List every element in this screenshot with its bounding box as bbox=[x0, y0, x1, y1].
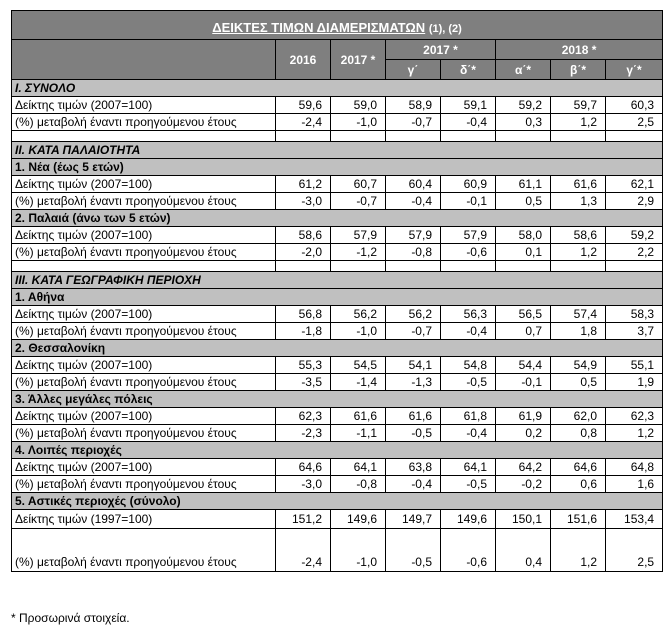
row-label: (%) μεταβολή έναντι προηγούμενου έτους bbox=[12, 374, 276, 391]
table-row bbox=[12, 459, 663, 476]
row-value: 60,3 bbox=[606, 97, 663, 114]
row-label: Δείκτης τιμών (2007=100) bbox=[12, 176, 276, 193]
row-value: 62,3 bbox=[606, 408, 663, 425]
row-value: 2,5 bbox=[606, 114, 663, 131]
section-spacer bbox=[12, 131, 663, 142]
row-value: 0,5 bbox=[551, 374, 606, 391]
table-row bbox=[12, 476, 663, 493]
section-header bbox=[12, 142, 663, 159]
row-value: 64,1 bbox=[441, 459, 496, 476]
row-value: 64,8 bbox=[606, 459, 663, 476]
row-value: -1,1 bbox=[331, 425, 386, 442]
row-value: -1,0 bbox=[331, 114, 386, 131]
header-quarter: δ΄* bbox=[441, 60, 496, 80]
row-value: 59,2 bbox=[496, 97, 551, 114]
subsection-header bbox=[12, 210, 663, 227]
row-value: -1,8 bbox=[276, 323, 331, 340]
header-quarter: α΄* bbox=[496, 60, 551, 80]
row-value: -3,0 bbox=[276, 476, 331, 493]
row-value: -0,7 bbox=[386, 323, 441, 340]
row-value: 149,6 bbox=[331, 510, 386, 529]
row-value: 61,2 bbox=[276, 176, 331, 193]
row-value: -0,5 bbox=[441, 476, 496, 493]
row-value: -1,2 bbox=[331, 244, 386, 261]
row-label: Δείκτης τιμών (2007=100) bbox=[12, 306, 276, 323]
row-value: -0,4 bbox=[386, 193, 441, 210]
row-value: -0,8 bbox=[331, 476, 386, 493]
section-title: ΙΙΙ. ΚΑΤΑ ΓΕΩΓΡΑΦΙΚΗ ΠΕΡΙΟΧΗ bbox=[12, 272, 663, 289]
row-label: Δείκτης τιμών (1997=100) bbox=[12, 510, 276, 529]
table-title-refs: (1), (2) bbox=[428, 22, 462, 35]
row-value: -1,0 bbox=[331, 323, 386, 340]
table-row bbox=[12, 244, 663, 261]
row-value: 54,4 bbox=[496, 357, 551, 374]
table-row bbox=[12, 529, 663, 572]
row-value: 59,7 bbox=[551, 97, 606, 114]
table-row bbox=[12, 227, 663, 244]
row-value: 56,8 bbox=[276, 306, 331, 323]
row-value: -0,5 bbox=[441, 374, 496, 391]
subsection-header bbox=[12, 442, 663, 459]
row-label: (%) μεταβολή έναντι προηγούμενου έτους bbox=[12, 323, 276, 340]
row-value: -0,8 bbox=[386, 244, 441, 261]
row-value: 61,6 bbox=[386, 408, 441, 425]
row-value: -0,4 bbox=[386, 476, 441, 493]
section-spacer bbox=[12, 261, 663, 272]
row-value: 58,9 bbox=[386, 97, 441, 114]
row-value: 1,6 bbox=[606, 476, 663, 493]
row-value: 61,1 bbox=[496, 176, 551, 193]
row-value: 62,0 bbox=[551, 408, 606, 425]
table-row bbox=[12, 176, 663, 193]
row-value: 2,2 bbox=[606, 244, 663, 261]
row-value: 2,9 bbox=[606, 193, 663, 210]
footnote: * Προσωρινά στοιχεία. bbox=[11, 611, 130, 625]
row-value: 64,2 bbox=[496, 459, 551, 476]
row-value: 0,8 bbox=[551, 425, 606, 442]
table-row bbox=[12, 323, 663, 340]
row-label: (%) μεταβολή έναντι προηγούμενου έτους bbox=[12, 529, 276, 572]
row-value: 61,8 bbox=[441, 408, 496, 425]
row-value: 59,6 bbox=[276, 97, 331, 114]
row-value: 58,6 bbox=[276, 227, 331, 244]
table-row bbox=[12, 306, 663, 323]
row-value: 0,5 bbox=[496, 193, 551, 210]
header-blank bbox=[12, 40, 276, 80]
row-value: 56,2 bbox=[386, 306, 441, 323]
subsection-title: 1. Αθήνα bbox=[12, 289, 663, 306]
row-value: 54,8 bbox=[441, 357, 496, 374]
row-value: 3,7 bbox=[606, 323, 663, 340]
subsection-title: 2. Παλαιά (άνω των 5 ετών) bbox=[12, 210, 663, 227]
table-row bbox=[12, 425, 663, 442]
row-value: 62,3 bbox=[276, 408, 331, 425]
row-label: Δείκτης τιμών (2007=100) bbox=[12, 357, 276, 374]
section-title: ΙΙ. ΚΑΤΑ ΠΑΛΑΙΟΤΗΤΑ bbox=[12, 142, 663, 159]
row-value: 149,7 bbox=[386, 510, 441, 529]
row-value: 57,4 bbox=[551, 306, 606, 323]
row-value: 64,6 bbox=[551, 459, 606, 476]
row-value: 60,7 bbox=[331, 176, 386, 193]
row-value: -0,5 bbox=[386, 425, 441, 442]
row-value: 54,5 bbox=[331, 357, 386, 374]
header-2017-annual: 2017 * bbox=[331, 40, 386, 80]
row-value: 1,2 bbox=[551, 114, 606, 131]
row-value: 64,6 bbox=[276, 459, 331, 476]
row-value: -0,7 bbox=[386, 114, 441, 131]
row-value: 60,4 bbox=[386, 176, 441, 193]
row-value: 1,2 bbox=[551, 244, 606, 261]
row-label: Δείκτης τιμών (2007=100) bbox=[12, 97, 276, 114]
row-value: -0,5 bbox=[386, 529, 441, 572]
row-value: 0,6 bbox=[551, 476, 606, 493]
row-label: Δείκτης τιμών (2007=100) bbox=[12, 227, 276, 244]
header-quarter: γ΄ bbox=[386, 60, 441, 80]
row-value: 0,2 bbox=[496, 425, 551, 442]
row-value: -2,0 bbox=[276, 244, 331, 261]
row-value: -1,3 bbox=[386, 374, 441, 391]
subsection-title: 3. Άλλες μεγάλες πόλεις bbox=[12, 391, 663, 408]
row-value: -0,1 bbox=[441, 193, 496, 210]
row-value: 55,1 bbox=[606, 357, 663, 374]
row-value: 0,4 bbox=[496, 529, 551, 572]
table-title-text: ΔΕΙΚΤΕΣ ΤΙΜΩΝ ΔΙΑΜΕΡΙΣΜΑΤΩΝ bbox=[212, 19, 426, 35]
row-value: 61,6 bbox=[551, 176, 606, 193]
row-value: 61,9 bbox=[496, 408, 551, 425]
row-label: Δείκτης τιμών (2007=100) bbox=[12, 408, 276, 425]
row-value: 0,7 bbox=[496, 323, 551, 340]
header-2016: 2016 bbox=[276, 40, 331, 80]
row-value: -2,4 bbox=[276, 114, 331, 131]
subsection-title: 1. Νέα (έως 5 ετών) bbox=[12, 159, 663, 176]
apartment-price-index-table bbox=[11, 10, 663, 572]
row-value: 62,1 bbox=[606, 176, 663, 193]
row-value: 55,3 bbox=[276, 357, 331, 374]
row-value: 151,6 bbox=[551, 510, 606, 529]
table-row bbox=[12, 374, 663, 391]
row-value: 150,1 bbox=[496, 510, 551, 529]
row-value: -0,2 bbox=[496, 476, 551, 493]
row-value: -3,5 bbox=[276, 374, 331, 391]
row-value: 59,2 bbox=[606, 227, 663, 244]
row-label: (%) μεταβολή έναντι προηγούμενου έτους bbox=[12, 244, 276, 261]
row-value: 60,9 bbox=[441, 176, 496, 193]
row-value: 2,5 bbox=[606, 529, 663, 572]
row-value: 1,3 bbox=[551, 193, 606, 210]
subsection-header bbox=[12, 340, 663, 357]
subsection-title: 4. Λοιπές περιοχές bbox=[12, 442, 663, 459]
row-value: 64,1 bbox=[331, 459, 386, 476]
subsection-header bbox=[12, 493, 663, 510]
row-value: 56,3 bbox=[441, 306, 496, 323]
row-value: 61,6 bbox=[331, 408, 386, 425]
header-group-2018: 2018 * bbox=[496, 40, 663, 60]
row-value: 56,5 bbox=[496, 306, 551, 323]
row-value: 59,0 bbox=[331, 97, 386, 114]
subsection-header bbox=[12, 159, 663, 176]
section-header bbox=[12, 272, 663, 289]
row-value: 54,1 bbox=[386, 357, 441, 374]
subsection-title: 2. Θεσσαλονίκη bbox=[12, 340, 663, 357]
row-value: -0,4 bbox=[441, 114, 496, 131]
table-row bbox=[12, 193, 663, 210]
row-value: 0,1 bbox=[496, 244, 551, 261]
subsection-title: 5. Αστικές περιοχές (σύνολο) bbox=[12, 493, 663, 510]
row-value: 58,0 bbox=[496, 227, 551, 244]
section-header bbox=[12, 80, 663, 97]
table-row bbox=[12, 357, 663, 374]
table-row bbox=[12, 114, 663, 131]
row-label: (%) μεταβολή έναντι προηγούμενου έτους bbox=[12, 193, 276, 210]
table-row bbox=[12, 510, 663, 529]
row-value: -0,4 bbox=[441, 323, 496, 340]
row-value: 1,8 bbox=[551, 323, 606, 340]
header-quarter: β΄* bbox=[551, 60, 606, 80]
subsection-header bbox=[12, 391, 663, 408]
row-value: 58,6 bbox=[551, 227, 606, 244]
row-value: -2,4 bbox=[276, 529, 331, 572]
row-value: 57,9 bbox=[441, 227, 496, 244]
row-value: 1,2 bbox=[551, 529, 606, 572]
row-value: -0,4 bbox=[441, 425, 496, 442]
subsection-header bbox=[12, 289, 663, 306]
row-value: 58,3 bbox=[606, 306, 663, 323]
row-value: -2,3 bbox=[276, 425, 331, 442]
row-value: -0,1 bbox=[496, 374, 551, 391]
row-value: -0,6 bbox=[441, 529, 496, 572]
row-value: 57,9 bbox=[386, 227, 441, 244]
row-value: 54,9 bbox=[551, 357, 606, 374]
row-value: -1,0 bbox=[331, 529, 386, 572]
row-value: 57,9 bbox=[331, 227, 386, 244]
section-title: Ι. ΣΥΝΟΛΟ bbox=[12, 80, 663, 97]
table-title bbox=[12, 11, 663, 40]
row-label: (%) μεταβολή έναντι προηγούμενου έτους bbox=[12, 114, 276, 131]
row-value: 1,9 bbox=[606, 374, 663, 391]
table-row bbox=[12, 408, 663, 425]
row-value: 149,6 bbox=[441, 510, 496, 529]
row-value: 151,2 bbox=[276, 510, 331, 529]
row-value: 153,4 bbox=[606, 510, 663, 529]
row-value: 59,1 bbox=[441, 97, 496, 114]
row-value: -0,7 bbox=[331, 193, 386, 210]
row-label: Δείκτης τιμών (2007=100) bbox=[12, 459, 276, 476]
row-label: (%) μεταβολή έναντι προηγούμενου έτους bbox=[12, 425, 276, 442]
row-value: -1,4 bbox=[331, 374, 386, 391]
header-group-2017: 2017 * bbox=[386, 40, 496, 60]
row-value: -0,6 bbox=[441, 244, 496, 261]
row-value: -3,0 bbox=[276, 193, 331, 210]
header-quarter: γ΄* bbox=[606, 60, 663, 80]
row-value: 0,3 bbox=[496, 114, 551, 131]
table-row bbox=[12, 97, 663, 114]
row-value: 56,2 bbox=[331, 306, 386, 323]
row-value: 1,2 bbox=[606, 425, 663, 442]
row-value: 63,8 bbox=[386, 459, 441, 476]
row-label: (%) μεταβολή έναντι προηγούμενου έτους bbox=[12, 476, 276, 493]
